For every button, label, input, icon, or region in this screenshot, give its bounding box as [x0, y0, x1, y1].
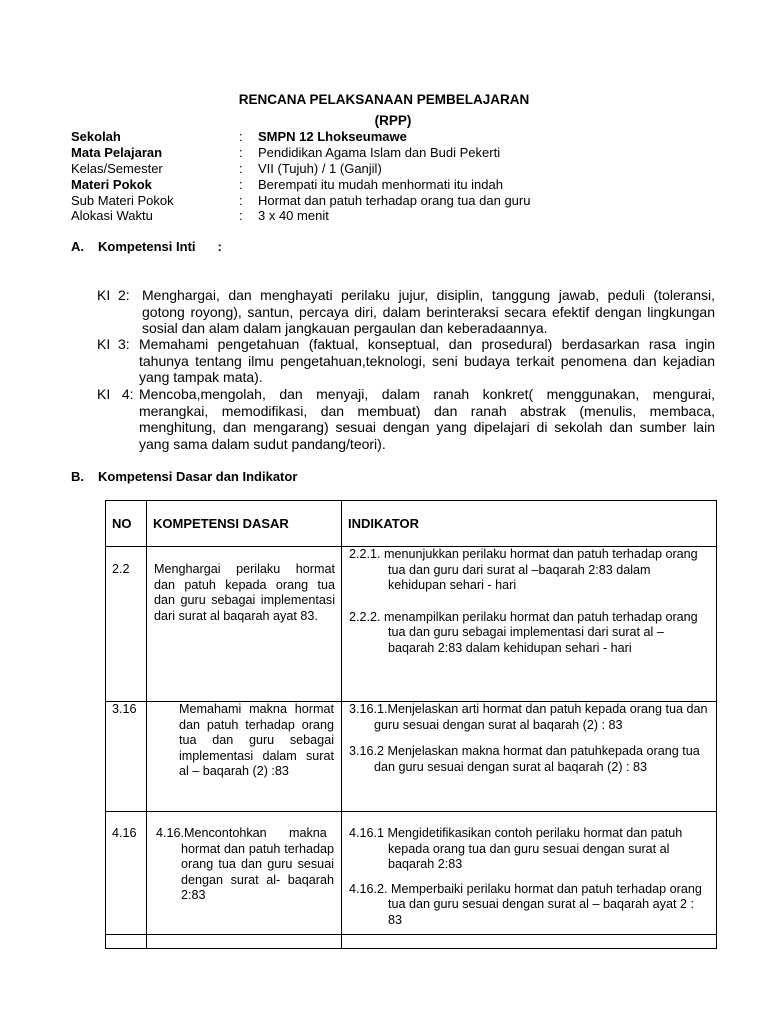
header-no: NO: [106, 501, 147, 547]
section-a-heading: [71, 239, 222, 254]
ki-label: KI 4:: [97, 386, 134, 402]
row-kd: [147, 812, 342, 935]
ki-label: KI 2:: [97, 287, 130, 303]
row-kd: Memahami makna hormat dan patuh terhadap orang tua dan guru sebagai implementasi dalam surat al – baqarah (2) :83: [147, 702, 342, 812]
table-row: [106, 812, 717, 935]
document-title: RENCANA PELAKSANAAN PEMBELAJARAN: [238, 92, 530, 107]
kd-prefix: 4.16.Mencontohkan: [156, 826, 267, 840]
kd-indicator-table: [105, 500, 717, 949]
identity-value: VII (Tujuh) / 1 (Ganjil): [258, 161, 382, 176]
row-no: 3.16: [106, 702, 147, 812]
row-indicators: [342, 547, 717, 702]
section-b-heading: [71, 469, 297, 484]
indicator-item: 4.16.2. Memperbaiki perilaku hormat dan patuh terhadap orang tua dan guru sesuai dengan surat al – baqarah ayat 2 : 83: [349, 881, 702, 927]
identity-colon: :: [239, 177, 243, 192]
indicator-item: 2.2.2. menampilkan perilaku hormat dan patuh terhadap orang tua dan guru sebagai implementasi dari surat al –baqarah 2:83 dalam kehidupan sehari - hari: [349, 609, 698, 655]
indicator-item: 4.16.1 Mengidetifikasikan contoh perilaku hormat dan patuh kepada orang tua dan guru sesuai dengan surat al baqarah 2:83: [349, 826, 683, 872]
identity-value: SMPN 12 Lhokseumawe: [258, 129, 407, 144]
ki-text: Menghargai, dan menghayati perilaku jujur, disiplin, tanggung jawab, peduli (toleransi, gotong royong), santun, percaya diri, dalam berinteraksi secara efektif dengan lingkungan sosial dan alam dalam jangkauan pergaulan dan keberadaannya.: [142, 287, 715, 336]
identity-colon: :: [239, 193, 243, 208]
table-row: [106, 702, 717, 812]
identity-label: Mata Pelajaran: [71, 145, 163, 160]
identity-value: Pendidikan Agama Islam dan Budi Pekerti: [258, 145, 501, 160]
table-row: [106, 547, 717, 702]
section-title: Kompetensi Inti: [98, 239, 196, 254]
identity-label: Kelas/Semester: [71, 161, 163, 176]
header-indikator: INDIKATOR: [342, 501, 717, 547]
ki-item: [97, 336, 715, 386]
empty-cell: [342, 935, 717, 949]
indicator-item: 3.16.2 Menjelaskan makna hormat dan patuhkepada orang tua dan guru sesuai dengan surat al baqarah (2) : 83: [349, 744, 700, 774]
ki-label: KI 3:: [97, 336, 130, 352]
identity-value: Hormat dan patuh terhadap orang tua dan guru: [258, 193, 531, 208]
ki-item: [97, 386, 715, 452]
row-no: 4.16: [106, 812, 147, 935]
row-no: 2.2: [106, 547, 147, 702]
row-indicators: [342, 702, 717, 812]
empty-cell: [106, 935, 147, 949]
header-kd: KOMPETENSI DASAR: [147, 501, 342, 547]
identity-colon: :: [239, 208, 243, 223]
section-colon: :: [217, 239, 222, 254]
ki-text: Mencoba,mengolah, dan menyaji, dalam ranah konkret( menggunakan, mengurai, merangkai, memodifikasi, dan membuat) dan ranah abstrak (menulis, membaca, menghitung, dan mengarang) sesuai dengan yang dipelajari di sekolah dan sumber lain yang sama dalam sudut pandang/teori).: [139, 386, 715, 452]
document-subtitle: (RPP): [374, 113, 412, 128]
identity-value: Berempati itu mudah menhormati itu indah: [258, 177, 503, 192]
identity-value: 3 x 40 menit: [258, 208, 329, 223]
ki-item: [97, 287, 715, 337]
identity-colon: :: [239, 129, 243, 144]
identity-label: Sekolah: [71, 129, 121, 144]
section-letter: B.: [71, 469, 84, 484]
ki-text: Memahami pengetahuan (faktual, konseptual, dan prosedural) berdasarkan rasa ingin tahunya tentang ilmu pengetahuan,teknologi, seni budaya terkait penomena dan kejadian yang tampak mata).: [139, 336, 715, 385]
table-header-row: [106, 501, 717, 547]
section-title: Kompetensi Dasar dan Indikator: [98, 469, 298, 484]
empty-cell: [147, 935, 342, 949]
row-indicators: [342, 812, 717, 935]
identity-colon: :: [239, 145, 243, 160]
identity-colon: :: [239, 161, 243, 176]
identity-label: Sub Materi Pokok: [71, 193, 174, 208]
row-kd: Menghargai perilaku hormat dan patuh kepada orang tua dan guru sebagai implementasi dari surat al baqarah ayat 83.: [147, 547, 342, 702]
table-row-empty: [106, 935, 717, 949]
indicator-item: 3.16.1.Menjelaskan arti hormat dan patuh kepada orang tua dan guru sesuai dengan surat al baqarah (2) : 83: [349, 702, 708, 732]
indicator-item: 2.2.1. menunjukkan perilaku hormat dan patuh terhadap orang tua dan guru dari surat al –baqarah 2:83 dalam kehidupan sehari - hari: [349, 547, 698, 593]
section-letter: A.: [71, 239, 84, 254]
identity-label: Materi Pokok: [71, 177, 152, 192]
identity-label: Alokasi Waktu: [71, 208, 153, 223]
kd-text: makna hormat dan patuh terhadap orang tua dan guru sesuai dengan surat al- baqarah 2:83: [181, 826, 334, 903]
